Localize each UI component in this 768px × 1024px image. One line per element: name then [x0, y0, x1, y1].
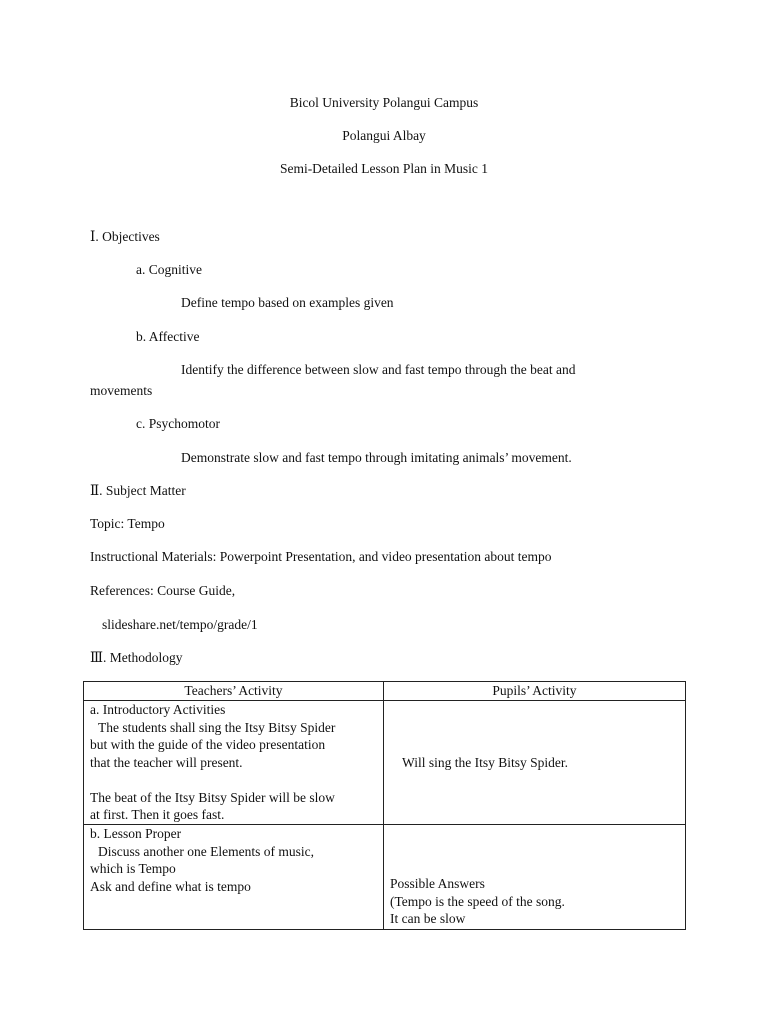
teacher-line	[90, 771, 377, 789]
pupil-activity-text: Will sing the Itsy Bitsy Spider.	[402, 754, 568, 770]
university-name: Bicol University Polangui Campus	[289, 95, 479, 110]
table-row	[84, 825, 686, 930]
table-header-row	[84, 682, 686, 701]
teacher-line: a. Introductory Activities	[90, 702, 226, 717]
teacher-line: but with the guide of the video presentation	[90, 737, 326, 752]
teacher-line: at first. Then it goes fast.	[90, 807, 225, 822]
affective-label: b. Affective	[136, 329, 200, 344]
teacher-line: Ask and define what is tempo	[90, 878, 251, 894]
activity-table	[83, 681, 686, 930]
affective-text-line2: movements	[90, 383, 153, 398]
pupil-line: (Tempo is the speed of the song.	[390, 893, 565, 909]
teachers-activity-header: Teachers’ Activity	[84, 682, 384, 701]
objectives-heading: Ⅰ. Objectives	[90, 229, 160, 244]
affective-text-line1: Identify the difference between slow and fast tempo through the beat and	[181, 362, 576, 377]
topic-line: Topic: Tempo	[90, 516, 165, 531]
methodology-heading: Ⅲ. Methodology	[90, 650, 183, 665]
pupil-line: Possible Answers	[390, 876, 485, 891]
references-line: References: Course Guide,	[90, 583, 236, 598]
plan-title: Semi-Detailed Lesson Plan in Music 1	[279, 161, 489, 176]
teacher-line: b. Lesson Proper	[90, 826, 182, 841]
teacher-line: The beat of the Itsy Bitsy Spider will be slow	[90, 789, 335, 805]
teacher-activity-cell	[84, 825, 384, 930]
cognitive-label: a. Cognitive	[136, 262, 202, 277]
teacher-activity-cell	[84, 701, 384, 825]
teacher-line: which is Tempo	[90, 861, 176, 876]
table-row	[84, 701, 686, 825]
teacher-line: that the teacher will present.	[90, 754, 243, 770]
pupil-line: It can be slow	[390, 911, 466, 926]
teacher-line: Discuss another one Elements of music,	[98, 843, 314, 859]
materials-line: Instructional Materials: Powerpoint Presentation, and video presentation about tempo	[90, 549, 552, 564]
subject-matter-heading: Ⅱ. Subject Matter	[90, 483, 186, 498]
psychomotor-text: Demonstrate slow and fast tempo through imitating animals’ movement.	[181, 450, 572, 465]
location: Polangui Albay	[342, 128, 426, 143]
pupil-activity-cell	[384, 701, 686, 825]
pupil-activity-cell	[384, 825, 686, 930]
psychomotor-label: c. Psychomotor	[136, 416, 220, 431]
reference-link: slideshare.net/tempo/grade/1	[102, 617, 258, 632]
teacher-line: The students shall sing the Itsy Bitsy Spider	[98, 719, 336, 735]
pupils-activity-header: Pupils’ Activity	[384, 682, 686, 701]
cognitive-text: Define tempo based on examples given	[181, 295, 394, 310]
